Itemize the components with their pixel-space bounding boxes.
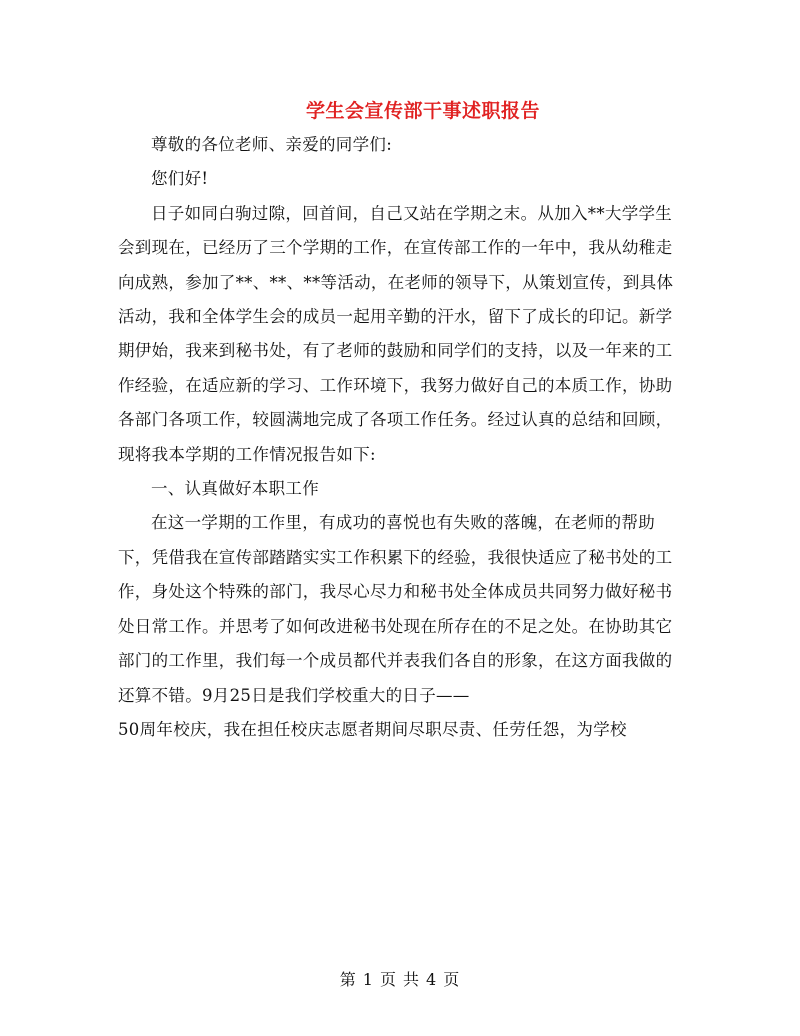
- current-page-number: 1: [362, 970, 374, 989]
- total-pages-number: 4: [426, 970, 438, 989]
- footer-prefix: 第: [339, 970, 357, 989]
- continuation-paragraph: 50周年校庆，我在担任校庆志愿者期间尽职尽责、任劳任怨，为学校: [118, 719, 627, 739]
- document-body: [118, 128, 688, 747]
- salutation-paragraph: 尊敬的各位老师、亲爱的同学们:: [151, 135, 393, 154]
- page-footer: [0, 967, 800, 990]
- footer-suffix: 页: [443, 970, 461, 989]
- footer-page-label: 页: [379, 970, 397, 989]
- footer-total-label: 共: [403, 970, 421, 989]
- section-body-paragraph: 在这一学期的工作里，有成功的喜悦也有失败的落魄，在老师的帮助下，凭借我在宣传部踏踏实实工作积累下的经验，我很快适应了秘书处的工作，身处这个特殊的部门，我尽心尽力和秘书处全体成员共同努力做好秘书处日常工作。并思考了如何改进秘书处现在所存在的不足之处。在协助其它部门的工作里，我们每一个成员都代并表我们各自的形象，在这方面我做的还算不错。9月25日是我们学校重大的日子——: [118, 513, 673, 705]
- intro-paragraph: 日子如同白驹过隙，回首间，自己又站在学期之末。从加入**大学学生会到现在，已经历了三个学期的工作，在宣传部工作的一年中，我从幼稚走向成熟，参加了**、**、**等活动，在老师的领导下，从策划宣传，到具体活动，我和全体学生会的成员一起用辛勤的汗水，留下了成长的印记。新学期伊始，我来到秘书处，有了老师的鼓励和同学们的支持，以及一年来的工作经验，在适应新的学习、工作环境下，我努力做好自己的本质工作，协助各部门各项工作，较圆满地完成了各项工作任务。经过认真的总结和回顾，现将我本学期的工作情况报告如下:: [118, 203, 674, 464]
- greeting-paragraph: 您们好!: [151, 169, 209, 189]
- section-heading: 一、认真做好本职工作: [151, 479, 319, 499]
- document-title: 学生会宣传部干事述职报告: [305, 100, 540, 122]
